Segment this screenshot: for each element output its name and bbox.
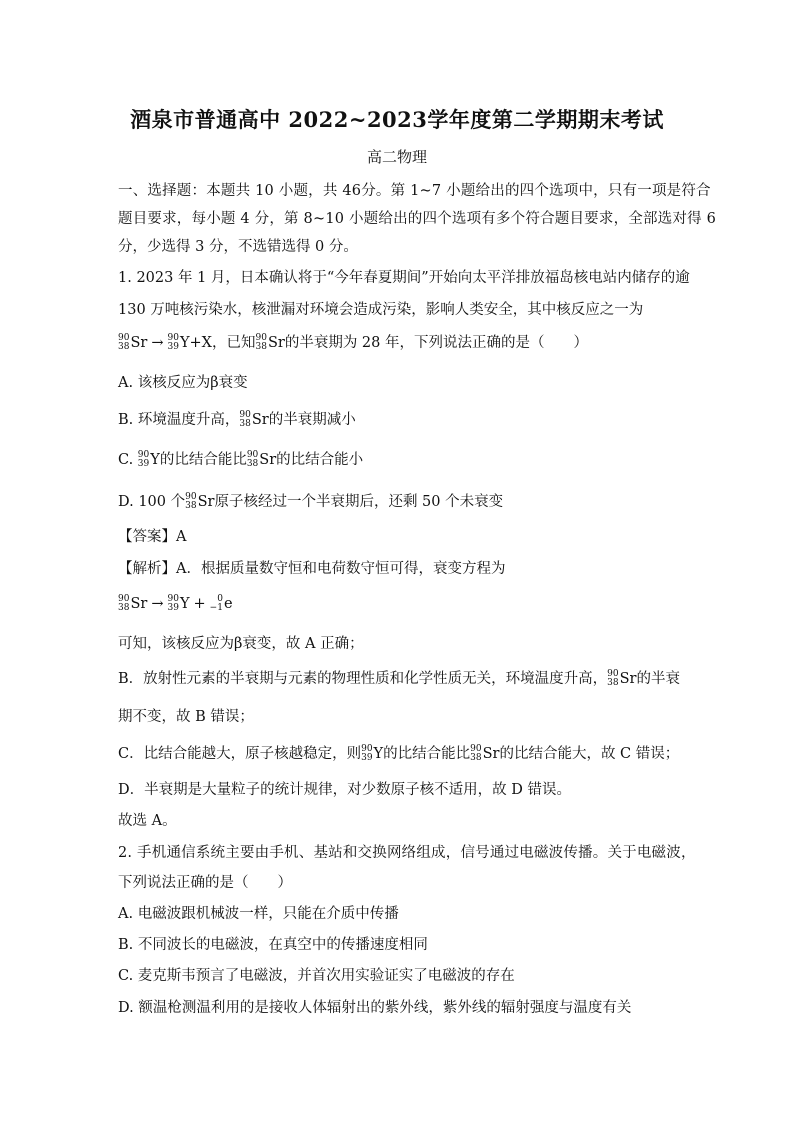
- nuclide-sr: 90 38 Sr: [255, 333, 285, 352]
- nuclide-y: 90 39 Y: [137, 450, 160, 469]
- q1-analysis-d: D．半衰期是大量粒子的统计规律，对少数原子核不适用，故 D 错误。: [118, 782, 571, 798]
- section-instructions-line-1: 一、选择题：本题共 10 小题，共 46分。第 1~7 小题给出的四个选项中，只有一项是符合: [118, 183, 711, 199]
- nuclide-sr: 90 38 Sr: [118, 333, 148, 352]
- q2-stem-line-1: 2. 手机通信系统主要由手机、基站和交换网络组成，信号通过电磁波传播。关于电磁波，: [118, 845, 696, 861]
- nuclide-sr: 90 38 Sr: [246, 450, 277, 469]
- nuclide-y: 90 39 Y: [361, 744, 384, 763]
- exam-subtitle: 高二物理: [366, 148, 427, 166]
- nuclide-sr: 90 38 Sr: [239, 410, 269, 429]
- q1-equation-text-1: ，已知: [212, 335, 256, 351]
- nuclide-sr: 90 38 Sr: [118, 594, 148, 613]
- nuclide-y: 90 39 Y: [167, 333, 190, 352]
- reaction-arrow: →: [151, 335, 164, 351]
- product-x: +X: [189, 335, 212, 351]
- q1-stem-line-2: 130 万吨核污染水，核泄漏对环境会造成污染，影响人类安全，其中核反应之一为: [118, 302, 644, 318]
- q1-analysis-c: C．比结合能越大，原子核越稳定，则 90 39 Y的比结合能比 90 38 Sr的比结合能大，故 C 错误；: [118, 744, 680, 763]
- q1-equation-text-2: 的半衰期为 28 年，下列说法正确的是（ ）: [284, 335, 588, 351]
- section-instructions-line-3: 分，少选得 3 分，不选错选得 0 分。: [118, 239, 358, 255]
- q1-option-b: B. 环境温度升高， 90 38 Sr的半衰期减小: [118, 410, 356, 429]
- nuclide-y: 90 39 Y: [167, 594, 190, 613]
- q2-option-d: D. 额温枪测温利用的是接收人体辐射出的紫外线，紫外线的辐射强度与温度有关: [118, 1000, 632, 1016]
- exam-title: 酒泉市普通高中 2022~2023学年度第二学期期末考试: [130, 107, 664, 132]
- q1-analysis-b-line-2: 期不变，故 B 错误；: [118, 709, 254, 725]
- q2-stem-line-2: 下列说法正确的是（ ）: [118, 875, 292, 891]
- nuclide-sr: 90 38 Sr: [185, 492, 215, 511]
- q1-analysis-a: 可知，该核反应为β衰变，故 A 正确；: [118, 636, 364, 652]
- q1-decay-equation: 90 38 Sr → 90 39 Y + 0 −1 e: [118, 594, 233, 613]
- q2-option-a: A. 电磁波跟机械波一样，只能在介质中传播: [118, 906, 399, 922]
- nuclide-sr: 90 38 Sr: [470, 744, 500, 763]
- q1-analysis-intro: 【解析】A．根据质量数守恒和电荷数守恒可得，衰变方程为: [118, 561, 506, 577]
- q1-option-d: D. 100 个 90 38 Sr原子核经过一个半衰期后，还剩 50 个未衰变: [118, 492, 504, 511]
- q1-analysis-b-line-1: B．放射性元素的半衰期与元素的物理性质和化学性质无关，环境温度升高， 90 38 Sr的半衰: [118, 669, 680, 688]
- q2-option-c: C. 麦克斯韦预言了电磁波，并首次用实验证实了电磁波的存在: [118, 968, 515, 984]
- q1-option-c: C. 90 39 Y的比结合能比 90 38 Sr的比结合能小: [118, 450, 364, 469]
- q1-answer: 【答案】A: [118, 529, 187, 545]
- q2-option-b: B. 不同波长的电磁波，在真空中的传播速度相同: [118, 937, 428, 953]
- q1-option-a: A. 该核反应为β衰变: [118, 375, 248, 391]
- q1-conclusion: 故选 A。: [118, 813, 177, 829]
- q1-equation-line: [118, 333, 588, 353]
- nuclide-sr: 90 38 Sr: [607, 669, 637, 688]
- q1-stem-line-1: 1. 2023 年 1 月，日本确认将于“今年春夏期间”开始向太平洋排放福岛核电站内储存的逾: [118, 270, 690, 286]
- electron: 0 −1 e: [209, 594, 233, 613]
- section-instructions-line-2: 题目要求，每小题 4 分，第 8~10 小题给出的四个选项有多个符合题目要求，全部选对得 6: [118, 211, 717, 227]
